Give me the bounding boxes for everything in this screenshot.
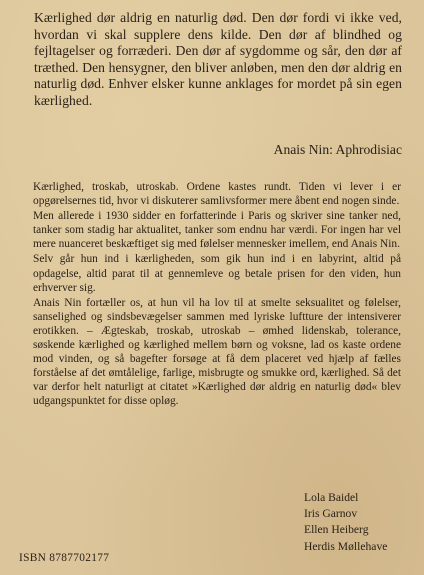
author-name: Ellen Heiberg <box>304 523 369 537</box>
blurb-text <box>33 180 401 409</box>
epigraph-quote <box>34 10 402 110</box>
author-name: Lola Baidel <box>304 491 359 504</box>
author-name: Iris Garnov <box>304 507 358 521</box>
blurb-paragraph: Kærlighed, troskab, utroskab. Ordene kastes rundt. Tiden vi lever i er opgørelsernes tid, hvor vi diskuterer samlivsformer mere åbent end nogen sinde. <box>33 181 401 208</box>
blurb-paragraph: Selv går hun ind i kærligheden, som gik hun ind i en labyrint, altid på opdagelse, altid parat til at gennemleve og betale prisen for den viden, hun erhverver sig. <box>33 253 401 294</box>
isbn-number: ISBN 8787702177 <box>19 552 110 564</box>
epigraph-text: Kærlighed dør aldrig en naturlig død. Den dør fordi vi ikke ved, hvordan vi skal supplere dens kilde. Den dør af blindhed og fejltagelser og forræderi. Den dør af sygdomme og sår, den dør af træthed. Den hensygner, den bliver anløben, men den dør aldrig en naturlig død. Enhver elsker kunne anklages for mordet på sin egen kærlighed. <box>34 10 402 108</box>
epigraph-attribution: Anais Nin: Aphrodisiac <box>273 142 402 157</box>
blurb-paragraph: Men allerede i 1930 sidder en forfatterinde i Paris og skriver sine tanker ned, tanker som stadig har aktualitet, tanker som endnu har værdi. For ingen har vel mere nuanceret beskæftiget sig med følelser mennesker imellem, end Anais Nin. <box>33 210 401 251</box>
blurb-paragraph: Anais Nin fortæller os, at hun vil ha lov til at smelte seksualitet og følelser, sanselighed og sindsbevægelser sammen med lyriske luftture der intensiverer erotikken. – Ægteskab, troskab, utroskab – ømhed lidenskab, tolerance, søskende kærlighed og kærlighed mellem børn og voksne, lad os kaste ordene mod vinden, og så bagefter forsøge at få dem placeret ved hjælp af fælles forståelse af det ømtålelige, farlige, misbrugte og smukke ord, kærlighed. Så det var derfor helt naturligt at citatet »Kærlighed dør aldrig en naturlig død« blev udgangspunktet for disse opløg. <box>33 296 401 408</box>
author-list <box>304 490 387 555</box>
author-name: Herdis Møllehave <box>304 539 388 553</box>
